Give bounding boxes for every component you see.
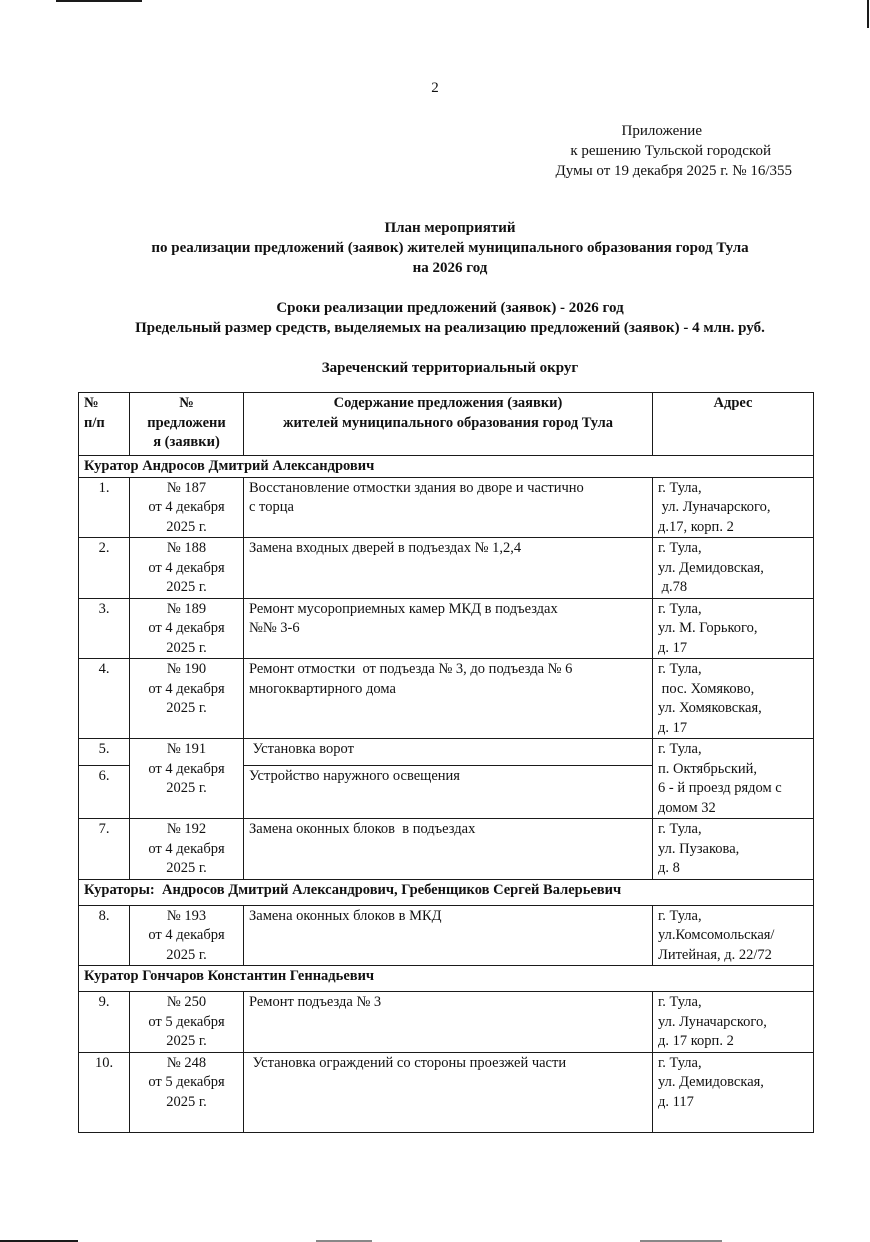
row-number: 6. <box>79 765 130 818</box>
request-ref: № 189 от 4 декабря 2025 г. <box>130 598 244 659</box>
appendix-line-3: Думы от 19 декабря 2025 г. № 16/355 <box>555 163 792 179</box>
header-row-number: № п/п <box>79 393 130 456</box>
appendix-line-1: Приложение <box>621 123 702 139</box>
row-number: 2. <box>79 538 130 599</box>
curator-name: Куратор Андросов Дмитрий Александрович <box>79 456 814 478</box>
table-row <box>79 905 814 966</box>
budget-line: Предельный размер средств, выделяемых на реализацию предложений (заявок) - 4 млн. руб. <box>135 320 765 336</box>
title-line-2: по реализации предложений (заявок) жителей муниципального образования город Тула <box>151 240 749 256</box>
appendix-line-2: к решению Тульской городской <box>570 143 771 159</box>
proposal-content: Установка ворот <box>244 739 653 766</box>
request-ref: № 188 от 4 декабря 2025 г. <box>130 538 244 599</box>
address: г. Тула, ул. Луначарского, д.17, корп. 2 <box>653 477 814 538</box>
table-row <box>79 659 814 739</box>
proposal-content: Замена оконных блоков в МКД <box>244 905 653 966</box>
address: г. Тула, ул.Комсомольская/ Литейная, д. 22/72 <box>653 905 814 966</box>
row-number: 8. <box>79 905 130 966</box>
proposal-content: Восстановление отмостки здания во дворе и частично с торца <box>244 477 653 538</box>
request-ref: № 250 от 5 декабря 2025 г. <box>130 992 244 1053</box>
request-ref: № 191 от 4 декабря 2025 г. <box>130 739 244 819</box>
proposal-content: Ремонт подъезда № 3 <box>244 992 653 1053</box>
header-request-number: № предложени я (заявки) <box>130 393 244 456</box>
curator-name: Кураторы: Андросов Дмитрий Александрович, Гребенщиков Сергей Валерьевич <box>79 879 814 905</box>
address: г. Тула, ул. Пузакова, д. 8 <box>653 819 814 880</box>
document-title <box>60 218 840 378</box>
address: г. Тула, пос. Хомяково, ул. Хомяковская, д. 17 <box>653 659 814 739</box>
title-line-1: План мероприятий <box>384 220 516 236</box>
district-name: Зареченский территориальный округ <box>321 360 579 376</box>
row-number: 10. <box>79 1052 130 1132</box>
request-ref: № 192 от 4 декабря 2025 г. <box>130 819 244 880</box>
table-row <box>79 819 814 880</box>
row-number: 5. <box>79 739 130 766</box>
proposal-content: Установка ограждений со стороны проезжей части <box>244 1052 653 1132</box>
table-row <box>79 1052 814 1132</box>
row-number: 3. <box>79 598 130 659</box>
proposal-content: Ремонт отмостки от подъезда № 3, до подъезда № 6 многоквартирного дома <box>244 659 653 739</box>
header-address: Адрес <box>653 393 814 456</box>
table-row <box>79 598 814 659</box>
scan-artifact-top-left <box>56 0 142 2</box>
page-number: 2 <box>431 80 439 96</box>
proposal-content: Устройство наружного освещения <box>244 765 653 818</box>
row-number: 7. <box>79 819 130 880</box>
address: г. Тула, ул. Демидовская, д. 117 <box>653 1052 814 1132</box>
request-ref: № 187 от 4 декабря 2025 г. <box>130 477 244 538</box>
proposal-content: Замена оконных блоков в подъездах <box>244 819 653 880</box>
proposal-content: Ремонт мусороприемных камер МКД в подъездах №№ 3-6 <box>244 598 653 659</box>
table-row <box>79 538 814 599</box>
appendix-header <box>500 121 820 181</box>
table-row <box>79 477 814 538</box>
table-header-row <box>79 393 814 456</box>
curator-row <box>79 966 814 992</box>
scan-artifact-top-right <box>867 0 869 28</box>
title-line-3: на 2026 год <box>412 260 488 276</box>
row-number: 4. <box>79 659 130 739</box>
proposals-table <box>78 392 814 1133</box>
table-row <box>79 739 814 766</box>
row-number: 1. <box>79 477 130 538</box>
row-number: 9. <box>79 992 130 1053</box>
request-ref: № 248 от 5 декабря 2025 г. <box>130 1052 244 1132</box>
table-row <box>79 992 814 1053</box>
address: г. Тула, ул. Луначарского, д. 17 корп. 2 <box>653 992 814 1053</box>
curator-row <box>79 879 814 905</box>
address: г. Тула, ул. Демидовская, д.78 <box>653 538 814 599</box>
curator-name: Куратор Гончаров Константин Геннадьевич <box>79 966 814 992</box>
header-content: Содержание предложения (заявки) жителей муниципального образования город Тула <box>244 393 653 456</box>
curator-row <box>79 456 814 478</box>
request-ref: № 190 от 4 декабря 2025 г. <box>130 659 244 739</box>
request-ref: № 193 от 4 декабря 2025 г. <box>130 905 244 966</box>
address: г. Тула, п. Октябрьский, 6 - й проезд рядом с домом 32 <box>653 739 814 819</box>
proposal-content: Замена входных дверей в подъездах № 1,2,4 <box>244 538 653 599</box>
deadline-line: Сроки реализации предложений (заявок) - 2026 год <box>276 300 624 316</box>
address: г. Тула, ул. М. Горького, д. 17 <box>653 598 814 659</box>
